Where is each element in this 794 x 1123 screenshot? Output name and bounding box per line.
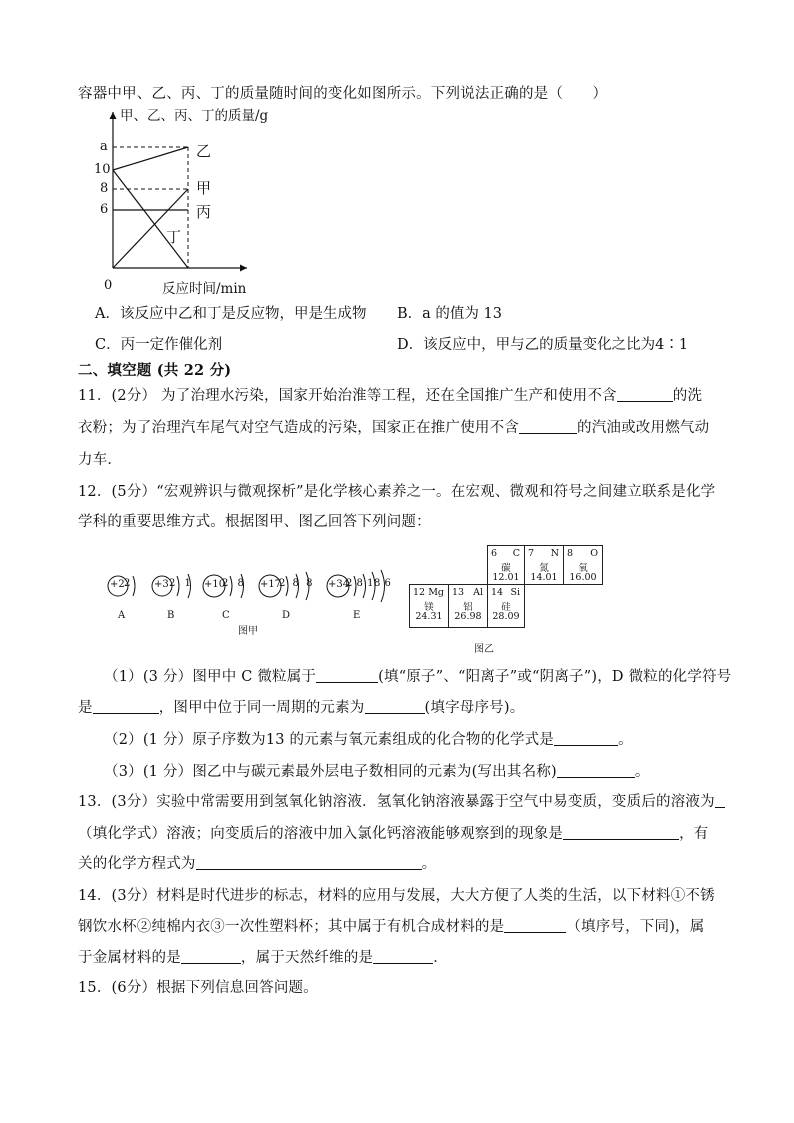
- q12-sub2-text-a: （2）(1 分）原子序数为13 的元素与氧元素组成的化合物的化学式是: [104, 732, 555, 748]
- pt-cell-o: [563, 545, 603, 585]
- pt-name: 氧: [578, 563, 588, 574]
- answer-blank[interactable]: [196, 855, 422, 870]
- pt-sym: Si: [510, 587, 520, 598]
- label-ding: 丁: [166, 228, 182, 246]
- q11-text-2a: 衣粉；为了治理汽车尾气对空气造成的污染，国家正在推广使用不含: [78, 420, 519, 436]
- atom-e-label: E: [353, 610, 361, 621]
- pt-name: 氮: [539, 563, 549, 574]
- answer-blank[interactable]: [557, 763, 635, 778]
- pt-name: 碳: [501, 563, 511, 574]
- q12-sub1-text-d: ，图甲中位于同一周期的元素为: [158, 700, 365, 716]
- q12-line2: 学科的重要思维方式。根据图甲、图乙回答下列问题：: [78, 514, 431, 530]
- atom-d-nucleus: +17: [260, 579, 282, 590]
- pt-num: 14: [491, 587, 504, 598]
- q11-text-1a: 11．(2分） 为了治理水污染，国家开始治淮等工程，还在全国推广生产和使用不含: [78, 388, 617, 404]
- q14-line3: [78, 946, 448, 967]
- answer-blank[interactable]: [715, 793, 725, 808]
- q12-sub1-text-c: 是: [78, 700, 93, 716]
- pt-mass: 14.01: [530, 572, 558, 583]
- q10-option-b: B．a 的值为 13: [397, 306, 502, 322]
- q14-text-2a: 钢饮水杯②纯棉内衣③一次性塑料杯；其中属于有机合成材料的是: [78, 919, 505, 935]
- q13-text-1: 13．(3分）实验中常需要用到氢氧化钠溶液．氢氧化钠溶液暴露于空气中易变质，变质后的溶液为: [78, 794, 715, 810]
- answer-blank[interactable]: [181, 949, 241, 964]
- atom-d-shells: 2 8 8: [279, 578, 315, 589]
- pt-num: 13: [452, 587, 465, 598]
- answer-blank[interactable]: [554, 731, 618, 746]
- answer-blank[interactable]: [617, 387, 673, 402]
- graph-origin: 0: [104, 278, 113, 293]
- q12-sub1-text-b: (填“原子”、“阳离子”或“阴离子”)，D 微粒的化学符号: [378, 669, 732, 685]
- q12-sub3: [104, 760, 650, 781]
- pt-name: 硅: [501, 602, 511, 613]
- q11-line1: [78, 384, 702, 405]
- pt-cell-al: [448, 584, 488, 628]
- atom-b-nucleus: +3: [154, 579, 169, 590]
- y-tick-8: 8: [100, 181, 109, 196]
- pt-cell-si: [487, 584, 525, 628]
- q11-text-2b: 的汽油或改用燃气动: [577, 420, 710, 436]
- pt-mass: 24.31: [415, 611, 443, 622]
- q14-text-2b: （填序号，下同)，属: [566, 919, 705, 935]
- q12-sub1-text-e: (填字母序号)。: [424, 700, 525, 716]
- q11-line3: 力车．: [78, 452, 123, 468]
- q12-sub1-line1: [104, 665, 731, 686]
- q12-sub1-text-a: （1）(3 分）图甲中 C 微粒属于: [104, 669, 317, 685]
- q14-line1: 14．(3分）材料是时代进步的标志，材料的应用与发展，大大方便了人类的生活，以下材料①不锈: [78, 888, 715, 904]
- atom-c-nucleus: +10: [204, 579, 226, 590]
- pt-num: 7: [528, 548, 535, 559]
- answer-blank[interactable]: [519, 419, 577, 434]
- label-jia: 甲: [196, 179, 212, 197]
- atom-c-label: C: [222, 610, 230, 621]
- pt-sym: Mg: [428, 587, 444, 598]
- pt-name: 铝: [463, 602, 473, 613]
- pt-name: 镁: [424, 602, 434, 613]
- pt-sym: N: [550, 548, 559, 559]
- q13-text-3a: 关的化学方程式为: [78, 856, 196, 872]
- q13-text-3b: 。: [421, 856, 437, 872]
- q14-text-3b: ，属于天然纤维的是: [240, 950, 374, 966]
- pt-mass: 28.09: [492, 611, 520, 622]
- series-ding: [113, 170, 188, 268]
- q13-text-2b: ，有: [679, 826, 709, 842]
- pt-num: 8: [567, 548, 574, 559]
- answer-blank[interactable]: [504, 918, 566, 933]
- pt-mass: 16.00: [569, 572, 597, 583]
- q12-sub3-text-a: （3）(1 分）图乙中与碳元素最外层电子数相同的元素为(写出其名称): [104, 764, 557, 780]
- pt-num: 12: [413, 587, 426, 598]
- pt-cell-n: [524, 545, 564, 585]
- pt-cell-c: [487, 545, 525, 585]
- q11-text-1b: 的洗: [672, 388, 703, 404]
- q13-text-2a: （填化学式）溶液；向变质后的溶液中加入氯化钙溶液能够观察到的现象是: [78, 826, 564, 842]
- y-tick-6: 6: [100, 202, 109, 217]
- q14-text-3c: ．: [433, 950, 448, 966]
- atom-b-label: B: [167, 610, 175, 621]
- label-yi: 乙: [196, 142, 212, 160]
- q13-line1: [78, 790, 725, 811]
- fig-a-caption: 图甲: [238, 626, 258, 637]
- graph-y-title: 甲、乙、丙、丁的质量/g: [120, 108, 269, 124]
- label-bing: 丙: [196, 203, 212, 221]
- answer-blank[interactable]: [365, 699, 425, 714]
- y-tick-10: 10: [94, 162, 111, 177]
- pt-cell-mg: [409, 584, 449, 628]
- pt-sym: Al: [473, 587, 483, 598]
- graph-x-title: 反应时间/min: [162, 281, 247, 297]
- atom-a-shells: 2: [124, 578, 131, 589]
- q10-stem: 容器中甲、乙、丙、丁的质量随时间的变化如图所示。下列说法正确的是（ ）: [78, 86, 608, 102]
- q14-text-3a: 于金属材料的是: [78, 950, 181, 966]
- mass-time-graph: [95, 104, 265, 279]
- q13-line2: [78, 822, 709, 843]
- answer-blank[interactable]: [93, 699, 159, 714]
- pt-sym: O: [590, 548, 598, 559]
- q14-line2: [78, 915, 704, 936]
- atom-d-label: D: [282, 610, 291, 621]
- q12-sub1-line2: [78, 696, 524, 717]
- q12-sub2: [104, 728, 633, 749]
- pt-mass: 12.01: [492, 572, 520, 583]
- y-tick-a: a: [100, 139, 108, 154]
- atom-e-nucleus: +34: [328, 579, 350, 590]
- q12-sub3-text-b: 。: [634, 764, 650, 780]
- pt-mass: 26.98: [454, 611, 482, 622]
- section-title: 二、填空题 (共 22 分): [78, 362, 232, 379]
- atom-a-nucleus: +2: [110, 579, 125, 590]
- answer-blank[interactable]: [316, 668, 378, 683]
- atom-c-shells: 2 8: [222, 578, 247, 589]
- q10-option-a: A．该反应中乙和丁是反应物，甲是生成物: [95, 306, 367, 322]
- q10-option-c: C．丙一定作催化剂: [95, 337, 223, 353]
- q12-line1: 12．(5分）“宏观辨识与微观探析”是化学核心素养之一。在宏观、微观和符号之间建立联系是化学: [78, 484, 716, 500]
- pt-sym: C: [512, 548, 520, 559]
- answer-blank[interactable]: [373, 949, 433, 964]
- atom-e-shells: 2 8 18 6: [346, 578, 392, 589]
- answer-blank[interactable]: [563, 825, 679, 840]
- atom-b-shells: 2 1: [169, 578, 194, 589]
- fig-b-caption: 图乙: [474, 644, 494, 655]
- q10-option-d: D．该反应中，甲与乙的质量变化之比为4∶1: [397, 337, 689, 353]
- q12-sub2-text-b: 。: [618, 732, 633, 748]
- q13-line3: [78, 852, 436, 873]
- q11-line2: [78, 416, 709, 437]
- atom-a-label: A: [118, 610, 126, 621]
- q15-line: 15．(6分）根据下列信息回答问题。: [78, 980, 318, 996]
- pt-num: 6: [491, 548, 498, 559]
- series-yi: [113, 147, 188, 170]
